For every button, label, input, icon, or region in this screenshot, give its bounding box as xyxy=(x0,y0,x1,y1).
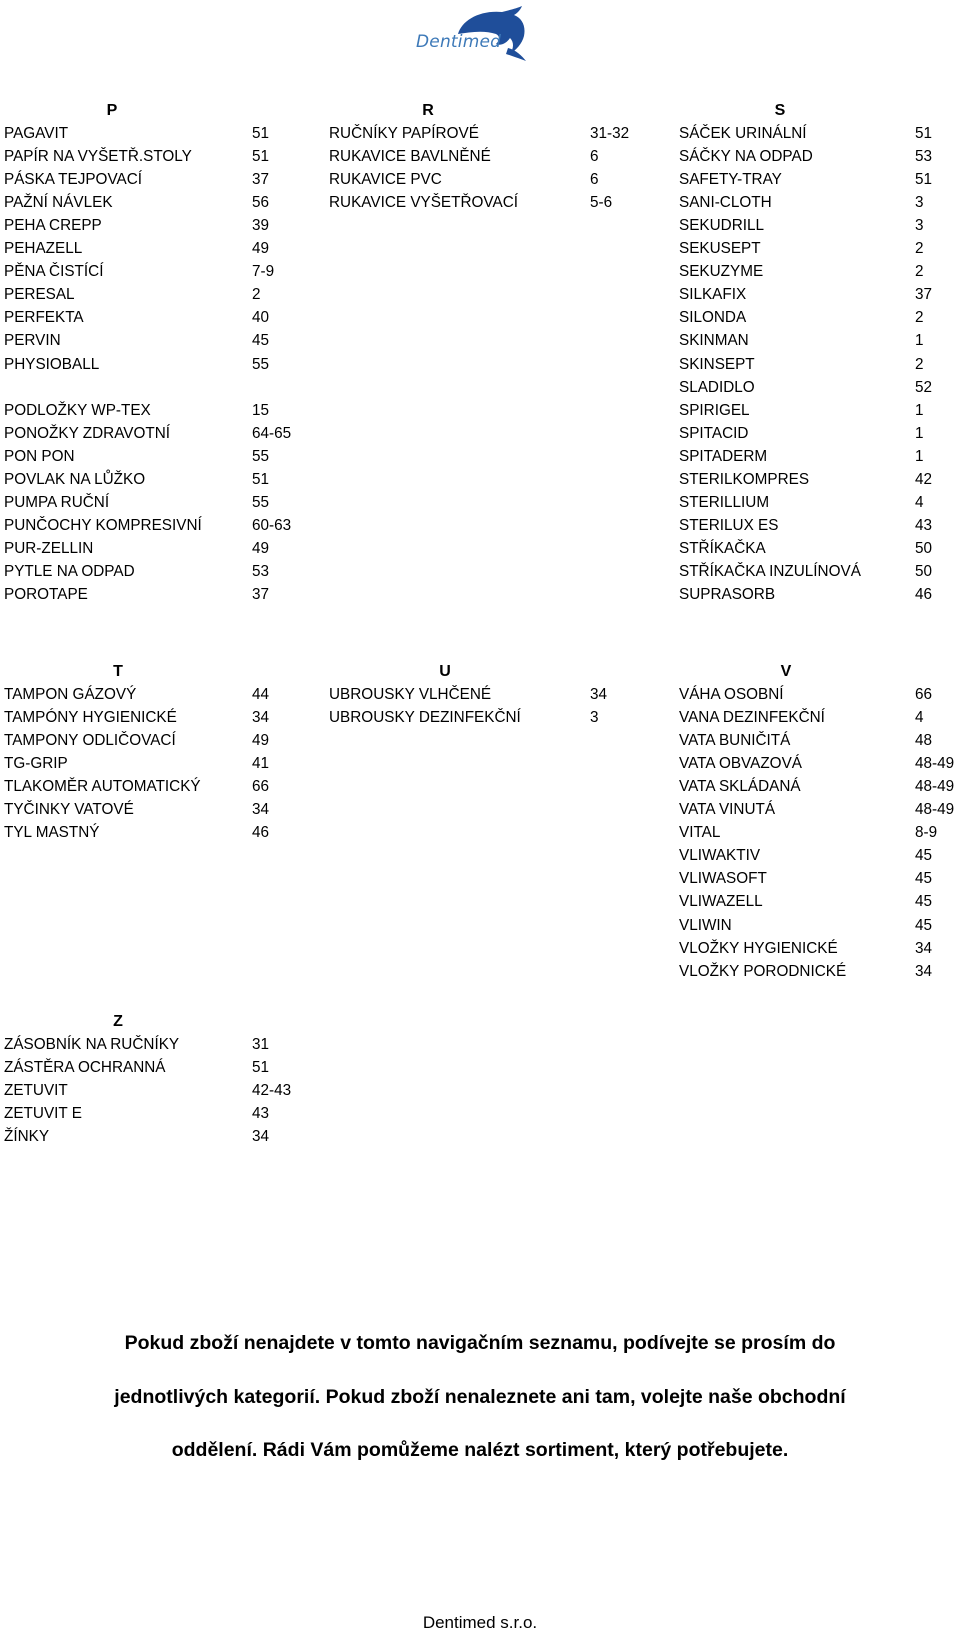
product-name: SPITADERM xyxy=(679,447,768,465)
product-name: PAGAVIT xyxy=(4,125,69,142)
page-number: 45 xyxy=(915,916,933,934)
page-number: 50 xyxy=(915,562,933,580)
product-name: PAPÍR NA VYŠETŘ.STOLY xyxy=(4,148,192,166)
page-number: 49 xyxy=(252,732,270,750)
page-number: 4 xyxy=(915,709,924,727)
index-entry xyxy=(679,729,960,752)
index-entry xyxy=(679,468,960,491)
section-z xyxy=(0,1010,960,1160)
product-name: SPIRIGEL xyxy=(679,401,750,419)
product-name: POVLAK NA LŮŽKO xyxy=(4,470,146,488)
product-name: PERFEKTA xyxy=(4,309,84,327)
product-name: SKINMAN xyxy=(679,332,749,350)
index-entry xyxy=(679,145,960,168)
index-entry xyxy=(679,237,960,260)
page-number: 5-6 xyxy=(590,194,613,212)
product-name: RUKAVICE PVC xyxy=(329,171,442,189)
footer-line-3: oddělení. Rádi Vám pomůžeme nalézt sortiment, který potřebujete. xyxy=(171,1439,789,1461)
index-entry xyxy=(4,560,312,583)
page-number: 55 xyxy=(252,355,270,373)
product-name: VATA BUNIČITÁ xyxy=(679,732,791,750)
index-entry xyxy=(4,1033,312,1056)
page-number: 2 xyxy=(915,309,924,327)
index-entry xyxy=(4,752,312,775)
letter-heading-v: V xyxy=(780,663,792,680)
product-name: TAMPÓNY HYGIENICKÉ xyxy=(4,709,177,727)
product-name: SEKUDRILL xyxy=(679,217,765,235)
page-number: 41 xyxy=(252,755,270,773)
product-name: VLIWIN xyxy=(679,916,732,934)
index-entry xyxy=(4,145,312,168)
page-number: 48-49 xyxy=(915,755,955,773)
page-number: 31-32 xyxy=(590,125,630,142)
page-number: 52 xyxy=(915,378,933,396)
index-entry xyxy=(679,890,960,913)
page-number: 34 xyxy=(252,709,270,727)
product-name: STŘÍKAČKA xyxy=(679,539,766,557)
page-number: 1 xyxy=(915,332,924,350)
product-name: RUKAVICE VYŠETŘOVACÍ xyxy=(329,194,518,212)
page-number: 44 xyxy=(252,686,270,703)
product-name: TAMPONY ODLIČOVACÍ xyxy=(4,732,176,750)
product-name: TG-GRIP xyxy=(4,755,68,773)
index-entry xyxy=(4,583,312,606)
index-entry xyxy=(679,560,960,583)
page-number: 53 xyxy=(915,148,933,166)
index-entry xyxy=(679,537,960,560)
index-entry xyxy=(4,214,312,237)
index-entry xyxy=(4,1056,312,1079)
product-name: PUR-ZELLIN xyxy=(4,539,94,557)
product-name: ZETUVIT E xyxy=(4,1105,82,1123)
index-entry xyxy=(679,867,960,890)
index-entry xyxy=(4,1102,312,1125)
index-entry xyxy=(4,260,312,283)
index-entry xyxy=(679,353,960,376)
index-entry xyxy=(679,821,960,844)
product-name: TYL MASTNÝ xyxy=(4,824,100,842)
product-name: ZETUVIT xyxy=(4,1082,68,1100)
product-name: VANA DEZINFEKČNÍ xyxy=(679,709,825,727)
page-number: 6 xyxy=(590,148,599,166)
page-number: 66 xyxy=(252,778,270,796)
index-entry xyxy=(679,798,960,821)
index-entry xyxy=(4,353,312,376)
page-number: 45 xyxy=(915,893,933,911)
product-name: TAMPON GÁZOVÝ xyxy=(4,686,137,703)
product-name: STERILKOMPRES xyxy=(679,470,810,488)
page-number: 8-9 xyxy=(915,824,938,842)
index-entry xyxy=(329,191,650,214)
product-name: PUNČOCHY KOMPRESIVNÍ xyxy=(4,516,202,534)
product-name: SILKAFIX xyxy=(679,286,747,304)
product-name: STERILLIUM xyxy=(679,493,770,511)
product-name: SEKUZYME xyxy=(679,263,764,281)
page-number: 55 xyxy=(252,493,270,511)
page-number: 7-9 xyxy=(252,263,275,281)
footer-line-2: jednotlivých kategorií. Pokud zboží nenaleznete ani tam, volejte naše obchodní xyxy=(114,1386,846,1408)
index-entry xyxy=(4,706,312,729)
product-name: VLOŽKY HYGIENICKÉ xyxy=(679,939,838,957)
product-name: UBROUSKY DEZINFEKČNÍ xyxy=(329,709,521,727)
page-number: 34 xyxy=(915,962,933,980)
index-entry xyxy=(329,145,650,168)
page-number: 49 xyxy=(252,240,270,258)
page-number: 2 xyxy=(252,286,261,304)
page-number: 4 xyxy=(915,493,924,511)
index-entry xyxy=(679,422,960,445)
index-entry xyxy=(679,376,960,399)
index-entry xyxy=(679,914,960,937)
page-number: 6 xyxy=(590,171,599,189)
page-number: 48-49 xyxy=(915,778,955,796)
letter-heading-r: R xyxy=(422,102,434,119)
page-number: 2 xyxy=(915,240,924,258)
page-number: 48-49 xyxy=(915,801,955,819)
product-name: PERESAL xyxy=(4,286,75,304)
letter-heading-z: Z xyxy=(113,1013,123,1030)
index-entry xyxy=(679,514,960,537)
page-number: 60-63 xyxy=(252,516,292,534)
index-entry xyxy=(679,752,960,775)
index-entry xyxy=(4,122,312,145)
product-name: ZÁSTĚRA OCHRANNÁ xyxy=(4,1059,166,1077)
product-name: VLOŽKY PORODNICKÉ xyxy=(679,962,847,980)
page-number: 2 xyxy=(915,355,924,373)
product-name: VLIWAZELL xyxy=(679,893,763,911)
page-number: 34 xyxy=(252,801,270,819)
product-name: PĚNA ČISTÍCÍ xyxy=(4,263,104,281)
product-name: PÁSKA TEJPOVACÍ xyxy=(4,171,143,189)
product-name: PHYSIOBALL xyxy=(4,355,100,373)
product-name: VATA VINUTÁ xyxy=(679,801,776,819)
index-entry xyxy=(4,237,312,260)
page-number: 45 xyxy=(915,870,933,888)
index-entry xyxy=(4,683,312,706)
section-prs xyxy=(0,99,960,603)
product-name: TLAKOMĚR AUTOMATICKÝ xyxy=(4,778,201,796)
page-number: 42 xyxy=(915,470,933,488)
page-number: 49 xyxy=(252,539,270,557)
page-number: 64-65 xyxy=(252,424,292,442)
index-entry xyxy=(679,844,960,867)
page-number: 45 xyxy=(915,847,933,865)
letter-heading-s: S xyxy=(774,102,786,119)
index-entry xyxy=(4,468,312,491)
page-number: 43 xyxy=(915,516,933,534)
index-entry xyxy=(4,1125,312,1148)
index-entry xyxy=(679,937,960,960)
index-entry xyxy=(679,399,960,422)
product-name: PAŽNÍ NÁVLEK xyxy=(4,194,113,212)
product-name: SÁČKY NA ODPAD xyxy=(679,148,813,166)
product-name: PYTLE NA ODPAD xyxy=(4,562,135,580)
page-number: 55 xyxy=(252,447,270,465)
product-name: PONOŽKY ZDRAVOTNÍ xyxy=(4,424,171,442)
index-entry xyxy=(679,706,960,729)
section-tuv xyxy=(0,660,960,990)
product-name: VLIWAKTIV xyxy=(679,847,761,865)
index-entry xyxy=(4,514,312,537)
product-name: SEKUSEPT xyxy=(679,240,761,258)
index-entry xyxy=(679,491,960,514)
index-entry xyxy=(679,191,960,214)
page-number: 51 xyxy=(252,1059,270,1077)
index-entry xyxy=(679,683,960,706)
product-name: PEHA CREPP xyxy=(4,217,102,235)
product-name: PODLOŽKY WP-TEX xyxy=(4,401,151,419)
page-number: 51 xyxy=(252,148,270,166)
product-name: PERVIN xyxy=(4,332,61,350)
product-name: VITAL xyxy=(679,824,721,842)
product-name: VÁHA OSOBNÍ xyxy=(679,686,784,703)
index-entry xyxy=(4,1079,312,1102)
page-number: 51 xyxy=(252,470,270,488)
product-name: SANI-CLOTH xyxy=(679,194,772,212)
letter-heading-u: U xyxy=(439,663,451,680)
index-entry xyxy=(679,445,960,468)
page-number: 37 xyxy=(252,171,270,189)
product-name: SLADIDLO xyxy=(679,378,755,396)
product-name: UBROUSKY VLHČENÉ xyxy=(329,686,492,703)
product-name: ZÁSOBNÍK NA RUČNÍKY xyxy=(4,1036,180,1053)
page-number: 1 xyxy=(915,401,924,419)
page-number: 37 xyxy=(252,586,270,603)
index-entry xyxy=(4,422,312,445)
product-name: VATA OBVAZOVÁ xyxy=(679,755,802,773)
index-entry xyxy=(4,729,312,752)
product-name: RUČNÍKY PAPÍROVÉ xyxy=(329,125,479,142)
page-number: 53 xyxy=(252,562,270,580)
product-name: ŽÍNKY xyxy=(4,1128,50,1146)
page-number: 66 xyxy=(915,686,933,703)
index-entry xyxy=(4,798,312,821)
index-entry xyxy=(679,960,960,983)
product-name: SKINSEPT xyxy=(679,355,755,373)
index-entry xyxy=(4,306,312,329)
product-name: VATA SKLÁDANÁ xyxy=(679,778,801,796)
page-number: 39 xyxy=(252,217,270,235)
index-entry xyxy=(329,706,650,729)
product-name: PEHAZELL xyxy=(4,240,83,258)
index-entry xyxy=(329,122,650,145)
index-entry xyxy=(4,168,312,191)
index-entry xyxy=(4,491,312,514)
page-number: 1 xyxy=(915,424,924,442)
product-name: SUPRASORB xyxy=(679,586,776,603)
index-entry xyxy=(4,821,312,844)
product-name: SILONDA xyxy=(679,309,747,327)
product-name: TYČINKY VATOVÉ xyxy=(4,801,134,819)
page-number: 2 xyxy=(915,263,924,281)
index-entry xyxy=(329,683,650,706)
page-number: 37 xyxy=(915,286,933,304)
index-entry xyxy=(679,260,960,283)
page-number: 34 xyxy=(590,686,608,703)
page-number: 51 xyxy=(915,171,933,189)
index-entry xyxy=(679,329,960,352)
index-entry xyxy=(679,306,960,329)
page-number: 56 xyxy=(252,194,270,212)
index-entry xyxy=(4,329,312,352)
letter-heading-t: T xyxy=(113,663,123,680)
footer-line-1: Pokud zboží nenajdete v tomto navigačním seznamu, podívejte se prosím do xyxy=(124,1332,836,1354)
product-name: RUKAVICE BAVLNĚNÉ xyxy=(329,148,491,166)
index-entry xyxy=(679,122,960,145)
index-entry xyxy=(4,537,312,560)
page-number: 43 xyxy=(252,1105,270,1123)
index-entry xyxy=(4,445,312,468)
product-name: PON PON xyxy=(4,447,75,465)
page-number: 1 xyxy=(915,447,924,465)
index-entry xyxy=(4,283,312,306)
page-number: 34 xyxy=(915,939,933,957)
page-number: 45 xyxy=(252,332,270,350)
page-number: 3 xyxy=(915,217,924,235)
index-entry xyxy=(329,168,650,191)
product-name: STŘÍKAČKA INZULÍNOVÁ xyxy=(679,562,861,580)
page-number: 15 xyxy=(252,401,270,419)
logo-text: Dentimed xyxy=(416,32,502,52)
index-entry xyxy=(679,775,960,798)
index-entry xyxy=(679,168,960,191)
index-entry xyxy=(4,191,312,214)
page-number: 42-43 xyxy=(252,1082,292,1100)
index-entry xyxy=(679,583,960,606)
company-name: Dentimed s.r.o. xyxy=(422,1613,538,1632)
index-entry xyxy=(679,214,960,237)
product-name: STERILUX ES xyxy=(679,516,779,534)
product-name: VLIWASOFT xyxy=(679,870,767,888)
page-number: 51 xyxy=(252,125,270,142)
index-entry xyxy=(4,775,312,798)
page-number: 40 xyxy=(252,309,270,327)
page-number: 3 xyxy=(590,709,599,727)
page-number: 3 xyxy=(915,194,924,212)
page-number: 51 xyxy=(915,125,933,142)
product-name: SÁČEK URINÁLNÍ xyxy=(679,125,807,142)
page-number: 50 xyxy=(915,539,933,557)
index-entry xyxy=(4,399,312,422)
product-name: PUMPA RUČNÍ xyxy=(4,493,110,511)
page-number: 48 xyxy=(915,732,933,750)
page-number: 46 xyxy=(915,586,933,603)
letter-heading-p: P xyxy=(106,102,118,119)
product-name: SPITACID xyxy=(679,424,749,442)
page-number: 31 xyxy=(252,1036,270,1053)
index-entry xyxy=(679,283,960,306)
page-number: 34 xyxy=(252,1128,270,1146)
page-number: 46 xyxy=(252,824,270,842)
product-name: POROTAPE xyxy=(4,586,88,603)
dentimed-logo xyxy=(410,6,560,62)
product-name: SAFETY-TRAY xyxy=(679,171,782,189)
